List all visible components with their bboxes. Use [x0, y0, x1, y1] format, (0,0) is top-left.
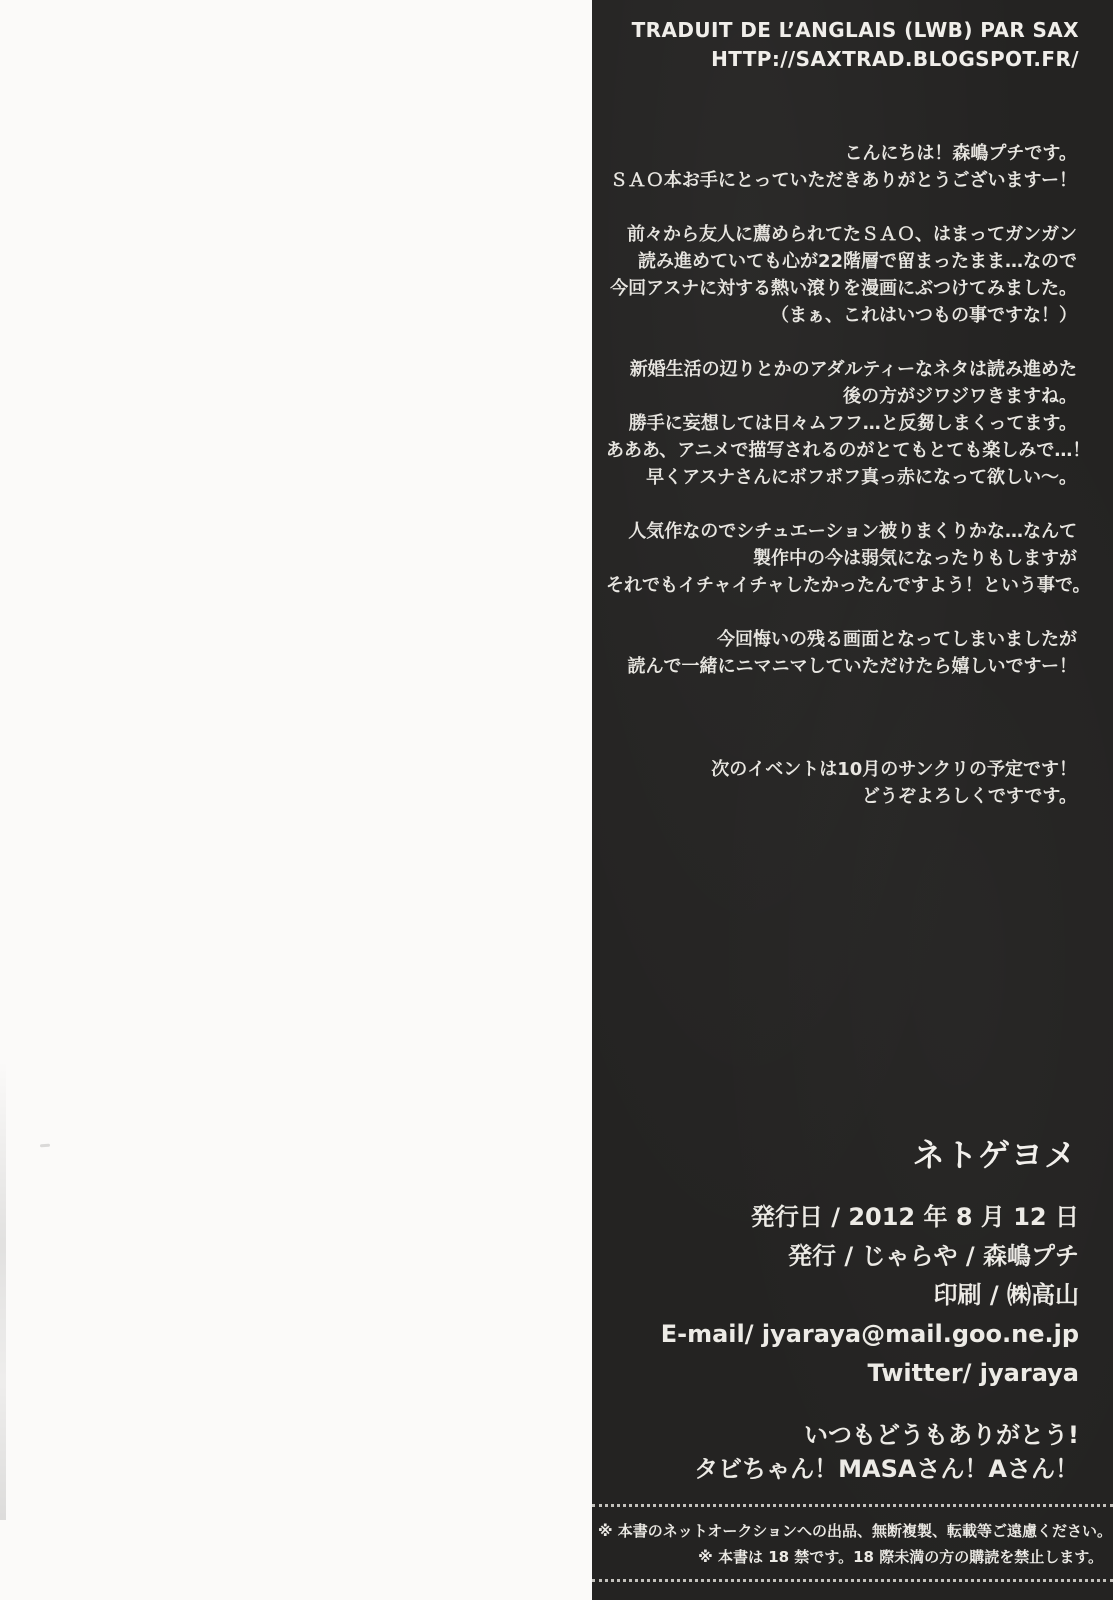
afterword-paragraph-line: 次のイベントは10月のサンクリの予定です！	[711, 759, 1077, 780]
afterword-paragraph-line: 読み進めていても心が22階層で留まったまま…なので	[637, 251, 1077, 272]
afterword-paragraph	[606, 756, 1077, 810]
scan-smudge-artifact	[40, 1144, 50, 1148]
afterword-paragraph-line: 製作中の今は弱気になったりもしますが	[753, 548, 1077, 569]
translator-credit	[606, 16, 1079, 74]
publication-credits	[606, 1198, 1079, 1393]
afterword-paragraph	[606, 221, 1077, 329]
thanks-note	[606, 1418, 1079, 1486]
afterword-panel	[592, 0, 1113, 1600]
credit-line: 発行 / じゃらや / 森嶋プチ	[788, 1242, 1079, 1270]
translator-site-url: HTTP://SAXTRAD.BLOGSPOT.FR/	[711, 47, 1079, 71]
afterword-paragraph-line: 読んで一緒にニマニマしていただけたら嬉しいですー！	[627, 656, 1077, 677]
thanks-line: タビちゃん！MASAさん！Aさん！	[694, 1455, 1079, 1483]
afterword-paragraph-line: それでもイチャイチャしたかったんですよう！という事で。	[606, 575, 1091, 596]
translator-credit-line: TRADUIT DE L’ANGLAIS (LWB) PAR SAX	[631, 18, 1079, 42]
afterword-paragraph-line: 早くアスナさんにボフボフ真っ赤になって欲しい～。	[646, 467, 1077, 488]
afterword-paragraph-line: ＳＡＯ本お手にとっていただきありがとうございますー！	[609, 170, 1077, 191]
credit-line: Twitter/ jyaraya	[867, 1359, 1079, 1387]
disclaimer-box	[592, 1504, 1113, 1582]
afterword-paragraph-line: どうぞよろしくですです。	[861, 786, 1077, 807]
afterword-paragraph-line: 人気作なのでシチュエーション被りまくりかな…なんて	[628, 521, 1077, 542]
afterword-paragraph-line: 前々から友人に薦められてたＳＡＯ、はまってガンガン	[627, 224, 1077, 245]
scan-edge-shadow	[0, 1060, 6, 1520]
afterword-paragraph-line: こんにちは！森嶋プチです。	[844, 143, 1077, 164]
book-title: ネトゲヨメ	[912, 1136, 1077, 1174]
afterword-paragraph	[606, 140, 1077, 194]
afterword-text	[606, 140, 1091, 837]
disclaimer-line: ※ 本書のネットオークションへの出品、無断複製、転載等ご遠慮ください。	[598, 1522, 1113, 1540]
afterword-paragraph-line: （まぁ、これはいつもの事ですな！）	[771, 305, 1077, 326]
credit-line: E-mail/ jyaraya@mail.goo.ne.jp	[660, 1320, 1079, 1348]
afterword-paragraph	[606, 626, 1077, 680]
afterword-paragraph-line: 今回悔いの残る画面となってしまいましたが	[717, 629, 1077, 650]
credit-line: 印刷 / ㈱高山	[933, 1281, 1079, 1309]
afterword-paragraph	[606, 356, 1091, 491]
disclaimer-line: ※ 本書は 18 禁です。18 際未満の方の購読を禁止します。	[698, 1548, 1103, 1566]
credit-line: 発行日 / 2012 年 8 月 12 日	[750, 1203, 1079, 1231]
thanks-line: いつもどうもありがとう!	[804, 1421, 1079, 1449]
afterword-paragraph-line: 後の方がジワジワきますね。	[843, 386, 1077, 407]
afterword-paragraph-line: 勝手に妄想しては日々ムフフ…と反芻しまくってます。	[628, 413, 1077, 434]
afterword-paragraph	[606, 518, 1091, 599]
afterword-paragraph-line: 新婚生活の辺りとかのアダルティーなネタは読み進めた	[629, 359, 1077, 380]
afterword-paragraph-line: あああ、アニメで描写されるのがとてもとても楽しみで…！	[606, 440, 1091, 461]
afterword-paragraph-line: 今回アスナに対する熱い滾りを漫画にぶつけてみました。	[610, 278, 1077, 299]
